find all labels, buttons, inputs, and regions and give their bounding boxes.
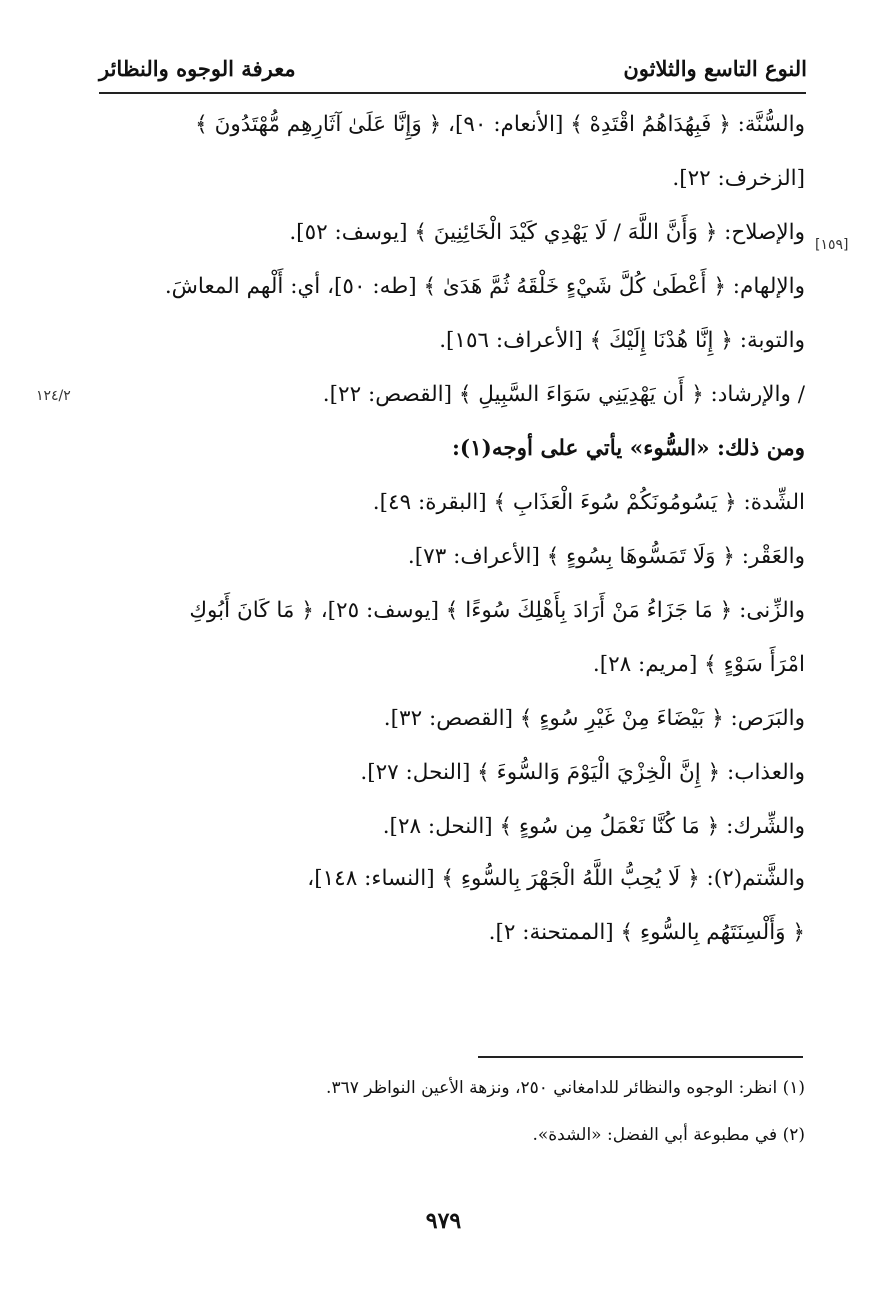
body-line-12: والبَرَص: ﴿ بَيْضَاءَ مِنْ غَيْرِ سُوءٍ ﴾ [القصص: ٣٢]. xyxy=(383,706,805,731)
body-line-8: الشِّدة: ﴿ يَسُومُونَكُمْ سُوءَ الْعَذَابِ ﴾ [البقرة: ٤٩]. xyxy=(372,490,805,515)
footnote-2: (٢) في مطبوعة أبي الفضل: «الشدة». xyxy=(532,1125,805,1145)
volume-page-reference: ١٢٤/٢ xyxy=(36,388,71,404)
body-line-14: والشِّرك: ﴿ مَا كُنَّا نَعْمَلُ مِن سُوءٍ ﴾ [النحل: ٢٨]. xyxy=(382,814,805,839)
body-line-5: والتوبة: ﴿ إِنَّا هُدْنَا إِلَيْكَ ﴾ [الأعراف: ١٥٦]. xyxy=(439,328,805,353)
page-number: ٩٧٩ xyxy=(425,1208,462,1234)
footnote-divider xyxy=(478,1056,803,1058)
header-divider xyxy=(99,92,806,94)
body-line-16: ﴿ وَأَلْسِنَتَهُم بِالسُّوءِ ﴾ [الممتحنة: ٢]. xyxy=(488,920,805,945)
body-line-4: والإلهام: ﴿ أَعْطَىٰ كُلَّ شَيْءٍ خَلْقَهُ ثُمَّ هَدَىٰ ﴾ [طه: ٥٠]، أي: أَلْهم المعاشَ. xyxy=(164,274,805,299)
body-line-15: والشَّتم(٢): ﴿ لَا يُحِبُّ اللَّهُ الْجَهْرَ بِالسُّوءِ ﴾ [النساء: ١٤٨]، xyxy=(307,866,805,891)
body-line-11: امْرَأَ سَوْءٍ ﴾ [مريم: ٢٨]. xyxy=(592,652,805,677)
body-line-3: والإصلاح: ﴿ وَأَنَّ اللَّهَ / لَا يَهْدِي كَيْدَ الْخَائِنِينَ ﴾ [يوسف: ٥٢]. xyxy=(289,220,805,245)
footnote-1: (١) انظر: الوجوه والنظائر للدامغاني ٢٥٠، ونزهة الأعين النواظر ٣٦٧. xyxy=(326,1078,805,1098)
body-line-1: والسُّنَّة: ﴿ فَبِهُدَاهُمُ اقْتَدِهْ ﴾ [الأنعام: ٩٠]، ﴿ وَإِنَّا عَلَىٰ آثَارِهِم مُّهْتَدُونَ ﴾ xyxy=(195,112,805,137)
section-title: معرفة الوجوه والنظائر xyxy=(99,56,296,81)
body-line-13: والعذاب: ﴿ إِنَّ الْخِزْيَ الْيَوْمَ وَالسُّوءَ ﴾ [النحل: ٢٧]. xyxy=(360,760,805,785)
manuscript-reference: [١٥٩] xyxy=(815,237,849,253)
section-heading: ومن ذلك: «السُّوء» يأتي على أوجه(١): xyxy=(452,436,805,461)
chapter-title: النوع التاسع والثلاثون xyxy=(623,56,807,81)
body-line-6: / والإرشاد: ﴿ أَن يَهْدِيَنِي سَوَاءَ السَّبِيلِ ﴾ [القصص: ٢٢]. xyxy=(322,382,805,407)
body-line-10: والزِّنى: ﴿ مَا جَزَاءُ مَنْ أَرَادَ بِأَهْلِكَ سُوءًا ﴾ [يوسف: ٢٥]، ﴿ مَا كَانَ أَبُوكِ xyxy=(189,598,805,623)
body-line-9: والعَقْر: ﴿ وَلَا تَمَسُّوهَا بِسُوءٍ ﴾ [الأعراف: ٧٣]. xyxy=(407,544,805,569)
body-line-2: [الزخرف: ٢٢]. xyxy=(672,166,805,191)
